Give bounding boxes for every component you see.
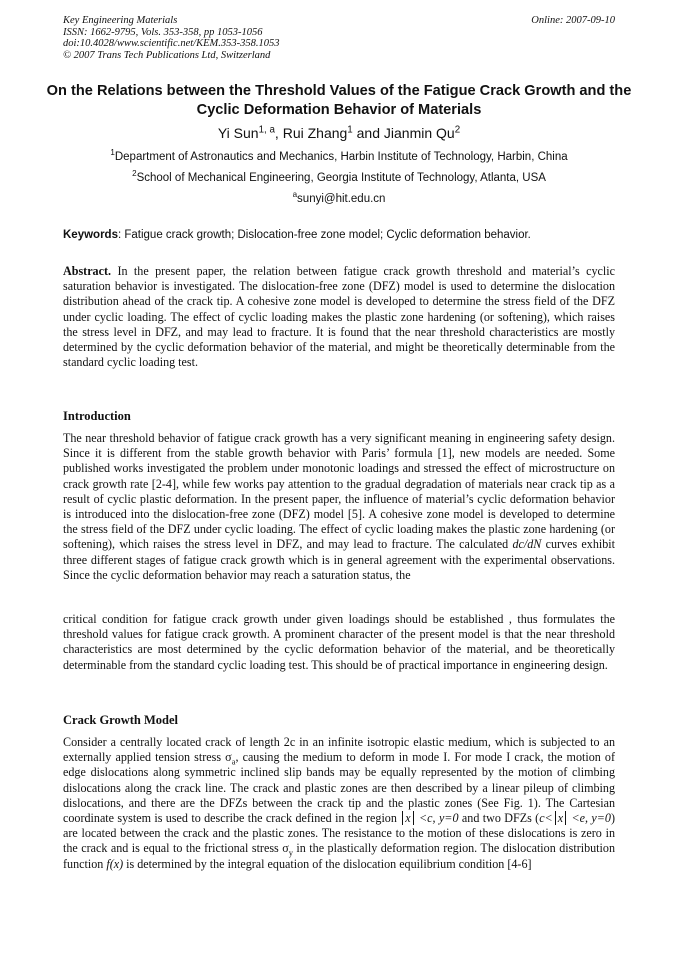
var-x: x (405, 811, 411, 826)
journal-name: Key Engineering Materials (63, 15, 178, 26)
abs-bar-right (565, 811, 566, 825)
issn-line: ISSN: 1662-9795, Vols. 353-358, pp 1053-1056 (63, 26, 263, 38)
author-superscript: 2 (454, 124, 461, 136)
author-separator: , (274, 125, 283, 141)
copyright-line: © 2007 Trans Tech Publications Ltd, Switzerland (63, 49, 271, 61)
abstract-text: In the present paper, the relation between fatigue crack growth threshold and material’s cyclic saturation behavior is investigated. The dislocation-free zone (DFZ) model is used to determine the dislocation distribution ahead of the crack tip. A cohesive zone model is developed to determine the stress field of the DFZ under cyclic loading. The effect of cyclic loading makes the plastic zone hardening (or softening), which raises the stress level in DFZ, and may lead to fracture. It is found that the near threshold characteristics are mostly determined by the cyclic deformation behavior of the material, and might be theoretically determinable from the standard cyclic loading test. (63, 264, 615, 370)
abs-bar-left (402, 811, 403, 825)
model-text: in the plastically deformation region. The dislocation distribution function (63, 841, 615, 871)
function-f: f(x) (106, 856, 124, 871)
model-text: is determined by the integral equation of the dislocation equilibrium condition [4-6] (123, 856, 532, 871)
model-text: and two DFZs ( (458, 811, 540, 826)
crack-condition: <c, y=0 (415, 811, 459, 826)
abstract-label: Abstract. (63, 264, 112, 278)
email-text: sunyi@hit.edu.cn (297, 193, 386, 205)
abs-bar-right (413, 811, 414, 825)
crack-model-heading: Crack Growth Model (63, 713, 179, 727)
author-name: Yi Sun (217, 125, 259, 141)
author-superscript: 1, a (258, 124, 275, 136)
intro-italic: dc/dN (512, 537, 542, 552)
model-text: , causing the medium to deform in mode I. For mode I crack, the motion of edge dislocations along symmetric inclined slip bands may be equally represented by the motion of climbing dislocations along the crack line. The crack and plastic zones are then described by a linear pileup of climbing dislocations, and there are the DFZs between the crack tip and the plastic zones (See Fig. 1). The Cartesian coordinate system is used to describe the crack defined in the region (63, 750, 615, 826)
model-text: ) are located between the crack and the plastic zones. The resistance to the motion of these dislocations is zero in the crack and is equal to the frictional stress σ (63, 811, 615, 856)
introduction-heading: Introduction (63, 409, 131, 423)
intro-text-2: critical condition for fatigue crack growth under given loadings should be established , thus formulates the threshold values for fatigue crack growth. A prominent character of the present model is that the near threshold characteristics are most determined by the cyclic deformation behavior of the material, and be theoretically determinable from the standard cyclic loading test. This should be of practical importance in engineering design. (63, 612, 615, 672)
dfz-condition: <e, y=0 (568, 811, 611, 826)
sigma-subscript: a (231, 756, 236, 767)
var-x: x (557, 811, 564, 826)
intro-text: The near threshold behavior of fatigue crack growth has a very significant meaning in engineering safety design. Since it is different from the stable growth behavior with Paris’ formula [1], new models are needed. Some published works investigated the problem under monotonic loadings and stressed the effect of microstructure on crack growth rate [2-4], while few works pay attention to the gradual degradation of materials near crack tip as a result of cyclic plastic deformation. In the present paper, the influence of material’s cyclic deformation behavior is introduced into the dislocation-free zone (DFZ) model [5]. A cohesive zone model is developed to determine the stress field of the DFZ under cyclic loading. The effect of cyclic loading makes the plastic zone hardening (or softening), which raises the stress level in DFZ, and may lead to fracture. The calculated (63, 431, 615, 552)
author-separator: and (352, 125, 384, 141)
abs-bar-left (555, 811, 556, 825)
dfz-c: c< (539, 811, 553, 826)
abstract-paragraph (63, 264, 615, 370)
keywords-text: : Fatigue crack growth; Dislocation-free zone model; Cyclic deformation behavior. (117, 229, 531, 241)
paper-title: On the Relations between the Threshold Values of the Fatigue Crack Growth and the Cyclic Deformation Behavior of Materials (46, 83, 632, 118)
affiliation-mark: 2 (132, 169, 137, 179)
sigma-y-subscript: y (288, 847, 293, 858)
intro-text-end: curves exhibit three different stages of fatigue crack growth which is in general agreement with the experimental observations. Since the cyclic deformation behavior may reach a saturation status, the (63, 537, 615, 582)
introduction-paragraph-1 (63, 431, 615, 583)
doi-line: doi:10.4028/www.scientific.net/KEM.353-358.1053 (63, 38, 280, 50)
affiliation-text: Department of Astronautics and Mechanics, Harbin Institute of Technology, Harbin, China (114, 151, 568, 163)
author-line (40, 124, 638, 142)
author-name: Jianmin Qu (383, 125, 455, 141)
affiliation-mark: 1 (110, 148, 115, 158)
affiliation-1 (40, 150, 638, 164)
affiliation-text: School of Mechanical Engineering, Georgia Institute of Technology, Atlanta, USA (136, 172, 546, 184)
keywords-line (63, 228, 615, 242)
author-name: Rui Zhang (282, 125, 348, 141)
online-date: Online: 2007-09-10 (531, 15, 615, 26)
journal-header (63, 15, 280, 61)
affiliation-2 (40, 171, 638, 185)
author-superscript: 1 (347, 124, 353, 136)
email-mark: a (292, 190, 298, 200)
introduction-paragraph-2 (63, 612, 615, 673)
keywords-label: Keywords (63, 229, 118, 241)
model-text: Consider a centrally located crack of length 2c in an infinite isotropic elastic medium, which is subjected to an externally applied tension stress σ (63, 735, 615, 765)
crack-model-paragraph (63, 735, 615, 872)
author-email (40, 192, 638, 206)
